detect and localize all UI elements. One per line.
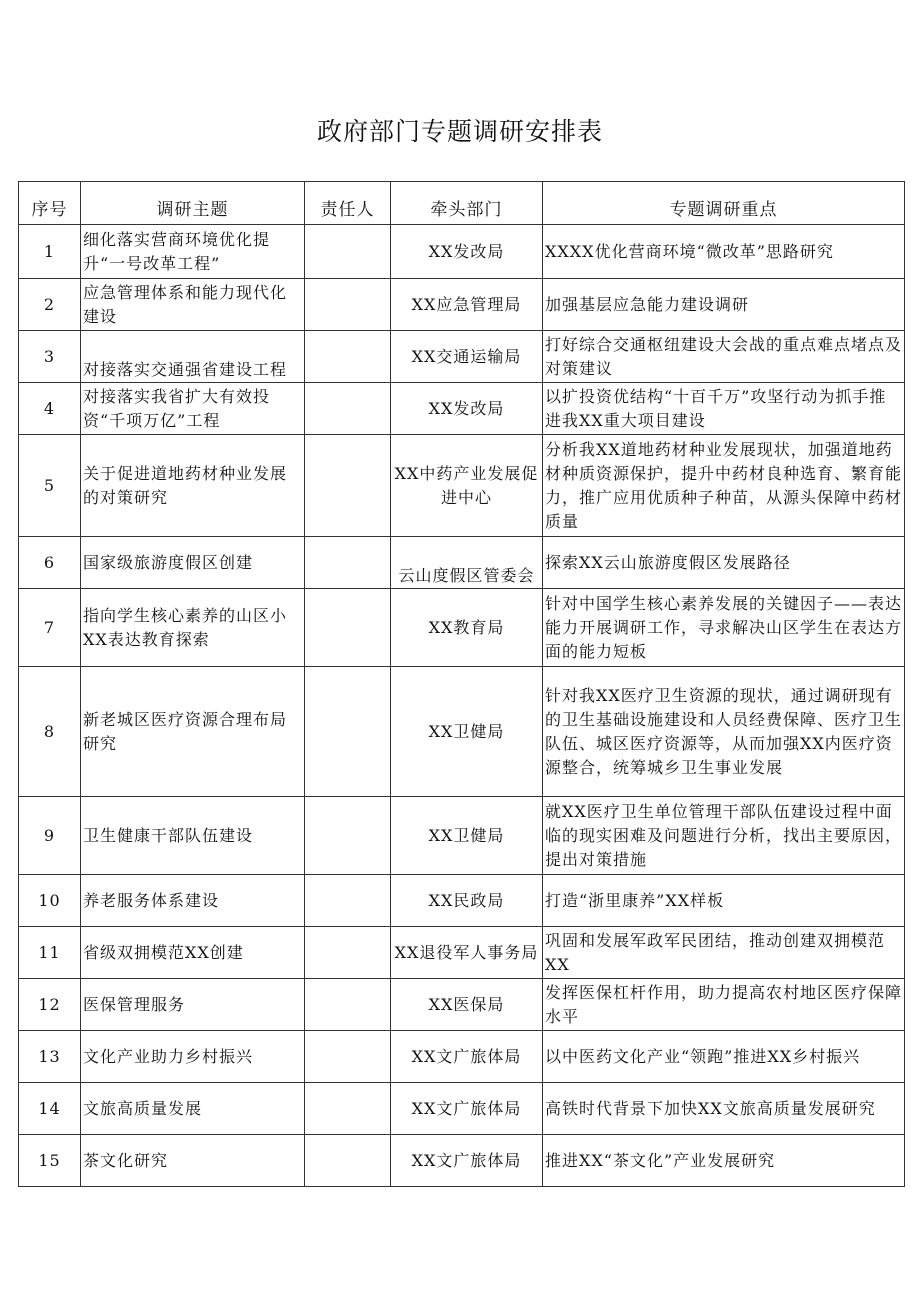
row-no: 5 [19,435,81,537]
table-header-row [19,182,905,225]
row-focus: 针对我XX医疗卫生资源的现状，通过调研现有的卫生基础设施建设和人员经费保障、医疗卫生队伍、城区医疗资源等，从而加强XX内医疗资源整合，统筹城乡卫生事业发展 [543,667,905,797]
header-dept: 牵头部门 [391,182,543,225]
row-topic: 对接落实我省扩大有效投资“千项万亿”工程 [81,383,305,435]
row-owner [305,435,391,537]
row-topic: 应急管理体系和能力现代化建设 [81,279,305,331]
table-row [19,383,905,435]
table-row [19,279,905,331]
row-dept: XX卫健局 [391,797,543,875]
row-focus: 探索XX云山旅游度假区发展路径 [543,537,905,589]
row-topic: 对接落实交通强省建设工程 [81,331,305,383]
row-owner [305,1135,391,1187]
table-row [19,225,905,279]
row-no: 12 [19,979,81,1031]
table-row [19,875,905,927]
row-owner [305,1083,391,1135]
table-row [19,667,905,797]
row-topic: 指向学生核心素养的山区小XX表达教育探索 [81,589,305,667]
row-dept: XX退役军人事务局 [391,927,543,979]
row-owner [305,279,391,331]
row-focus: 巩固和发展军政军民团结，推动创建双拥模范XX [543,927,905,979]
row-topic: 卫生健康干部队伍建设 [81,797,305,875]
row-owner [305,589,391,667]
row-no: 2 [19,279,81,331]
row-topic: 文化产业助力乡村振兴 [81,1031,305,1083]
row-focus: 分析我XX道地药材种业发展现状，加强道地药材种质资源保护，提升中药材良种选育、繁育能力，推广应用优质种子种苗，从源头保障中药材质量 [543,435,905,537]
page-title: 政府部门专题调研安排表 [316,117,603,146]
header-topic: 调研主题 [81,182,305,225]
row-owner [305,875,391,927]
row-no: 14 [19,1083,81,1135]
row-no: 9 [19,797,81,875]
row-dept: XX文广旅体局 [391,1031,543,1083]
row-no: 13 [19,1031,81,1083]
row-no: 8 [19,667,81,797]
table-row [19,435,905,537]
table-row [19,927,905,979]
header-no: 序号 [19,182,81,225]
table-row [19,1031,905,1083]
row-topic: 文旅高质量发展 [81,1083,305,1135]
table-row [19,797,905,875]
row-owner [305,1031,391,1083]
header-owner: 责任人 [305,182,391,225]
table-row [19,979,905,1031]
row-focus: 以扩投资优结构“十百千万”攻坚行动为抓手推进我XX重大项目建设 [543,383,905,435]
row-topic: 国家级旅游度假区创建 [81,537,305,589]
row-dept: XX文广旅体局 [391,1135,543,1187]
row-dept: XX中药产业发展促进中心 [391,435,543,537]
row-owner [305,667,391,797]
table-row [19,589,905,667]
row-topic: 省级双拥模范XX创建 [81,927,305,979]
row-owner [305,927,391,979]
row-no: 11 [19,927,81,979]
row-dept: XX教育局 [391,589,543,667]
row-topic: 茶文化研究 [81,1135,305,1187]
row-focus: 推进XX“茶文化”产业发展研究 [543,1135,905,1187]
row-dept: XX交通运输局 [391,331,543,383]
row-topic: 细化落实营商环境优化提升“一号改革工程” [81,225,305,279]
row-topic: 新老城区医疗资源合理布局研究 [81,667,305,797]
schedule-table [18,181,905,1187]
row-dept: XX应急管理局 [391,279,543,331]
row-no: 6 [19,537,81,589]
row-focus: 发挥医保杠杆作用，助力提高农村地区医疗保障水平 [543,979,905,1031]
header-focus: 专题调研重点 [543,182,905,225]
row-no: 3 [19,331,81,383]
row-focus: 就XX医疗卫生单位管理干部队伍建设过程中面临的现实困难及问题进行分析，找出主要原因，提出对策措施 [543,797,905,875]
table-row [19,1083,905,1135]
row-no: 10 [19,875,81,927]
row-owner [305,225,391,279]
row-dept: XX发改局 [391,383,543,435]
row-focus: XXXX优化营商环境“微改革”思路研究 [543,225,905,279]
row-focus: 加强基层应急能力建设调研 [543,279,905,331]
row-focus: 针对中国学生核心素养发展的关键因子——表达能力开展调研工作，寻求解决山区学生在表达方面的能力短板 [543,589,905,667]
row-dept: 云山度假区管委会 [391,537,543,589]
row-owner [305,979,391,1031]
row-no: 15 [19,1135,81,1187]
row-owner [305,797,391,875]
row-topic: 关于促进道地药材种业发展的对策研究 [81,435,305,537]
table-row [19,537,905,589]
row-focus: 打好综合交通枢纽建设大会战的重点难点堵点及对策建议 [543,331,905,383]
row-focus: 以中医药文化产业“领跑”推进XX乡村振兴 [543,1031,905,1083]
row-focus: 打造“浙里康养”XX样板 [543,875,905,927]
row-no: 4 [19,383,81,435]
row-dept: XX民政局 [391,875,543,927]
row-no: 1 [19,225,81,279]
row-owner [305,331,391,383]
row-dept: XX卫健局 [391,667,543,797]
row-dept: XX文广旅体局 [391,1083,543,1135]
row-owner [305,537,391,589]
table-row [19,331,905,383]
row-topic: 医保管理服务 [81,979,305,1031]
row-dept: XX医保局 [391,979,543,1031]
row-focus: 高铁时代背景下加快XX文旅高质量发展研究 [543,1083,905,1135]
table-row [19,1135,905,1187]
row-dept: XX发改局 [391,225,543,279]
row-no: 7 [19,589,81,667]
row-owner [305,383,391,435]
row-topic: 养老服务体系建设 [81,875,305,927]
